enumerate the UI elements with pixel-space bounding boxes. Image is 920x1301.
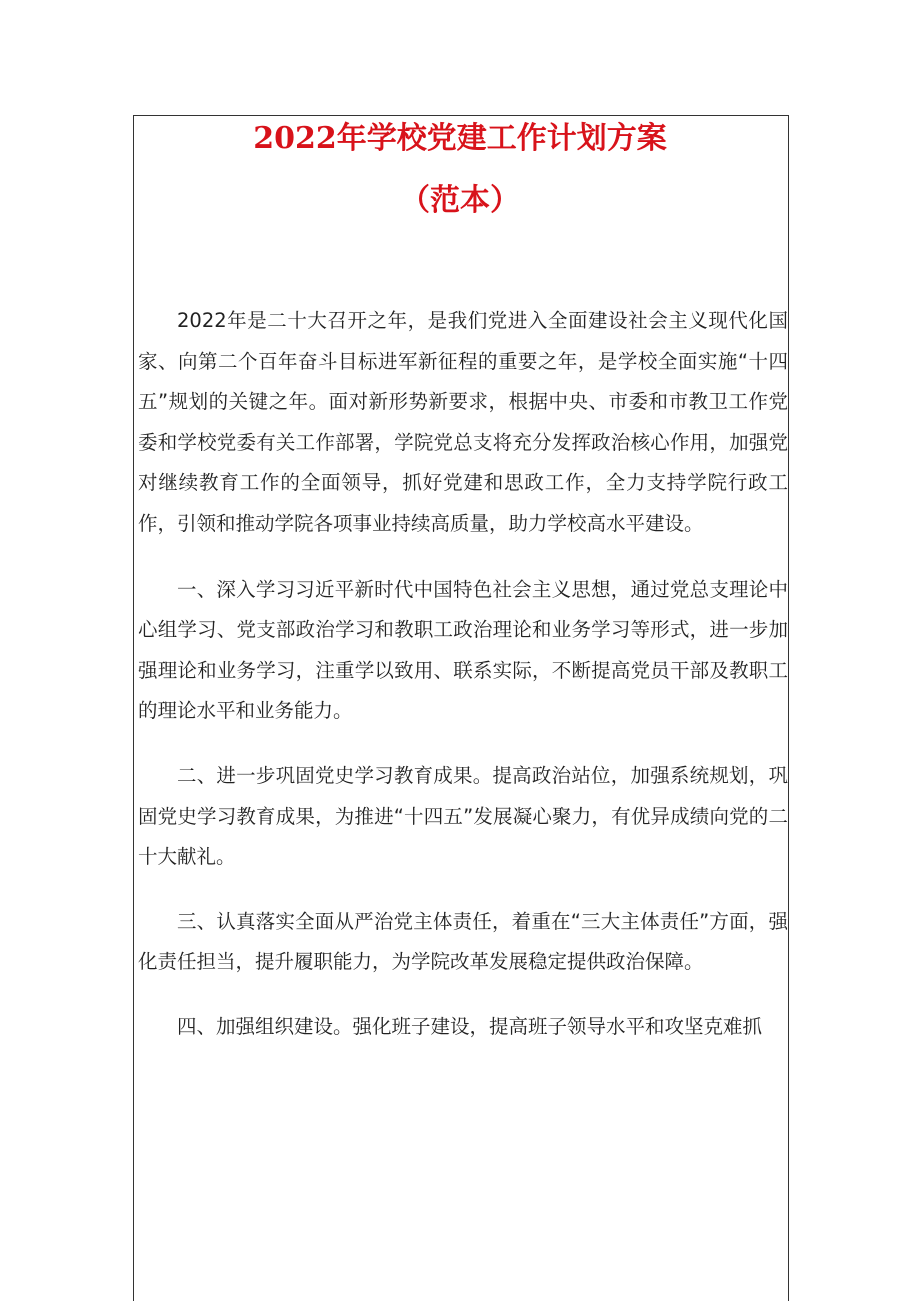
paragraph-item-3: 三、认真落实全面从严治党主体责任，着重在“三大主体责任”方面，强化责任担当，提升履职能力，为学院改革发展稳定提供政治保障。	[138, 909, 788, 974]
paragraph-item-2: 二、进一步巩固党史学习教育成果。提高政治站位，加强系统规划，巩固党史学习教育成果，为推进“十四五”发展凝心聚力，有优异成绩向党的二十大献礼。	[138, 763, 788, 869]
paragraph-intro: 2022年是二十大召开之年，是我们党进入全面建设社会主义现代化国家、向第二个百年奋斗目标进军新征程的重要之年，是学校全面实施“十四五”规划的关键之年。面对新形势新要求，根据中央、市委和市教卫工作党委和学校党委有关工作部署，学院党总支将充分发挥政治核心作用，加强党对继续教育工作的全面领导，抓好党建和思政工作，全力支持学院行政工作，引领和推动学院各项事业持续高质量，助力学校高水平建设。	[138, 309, 788, 535]
paragraph-item-4: 四、加强组织建设。强化班子建设，提高班子领导水平和攻坚克难抓	[177, 1014, 763, 1038]
paragraph-item-1: 一、深入学习习近平新时代中国特色社会主义思想，通过党总支理论中心组学习、党支部政治学习和教职工政治理论和业务学习等形式，进一步加强理论和业务学习，注重学以致用、联系实际，不断提高党员干部及教职工的理论水平和业务能力。	[138, 577, 788, 723]
document-title: 2022年学校党建工作计划方案	[253, 121, 667, 156]
document-body	[138, 301, 788, 1072]
document-subtitle: （范本）	[400, 183, 520, 218]
